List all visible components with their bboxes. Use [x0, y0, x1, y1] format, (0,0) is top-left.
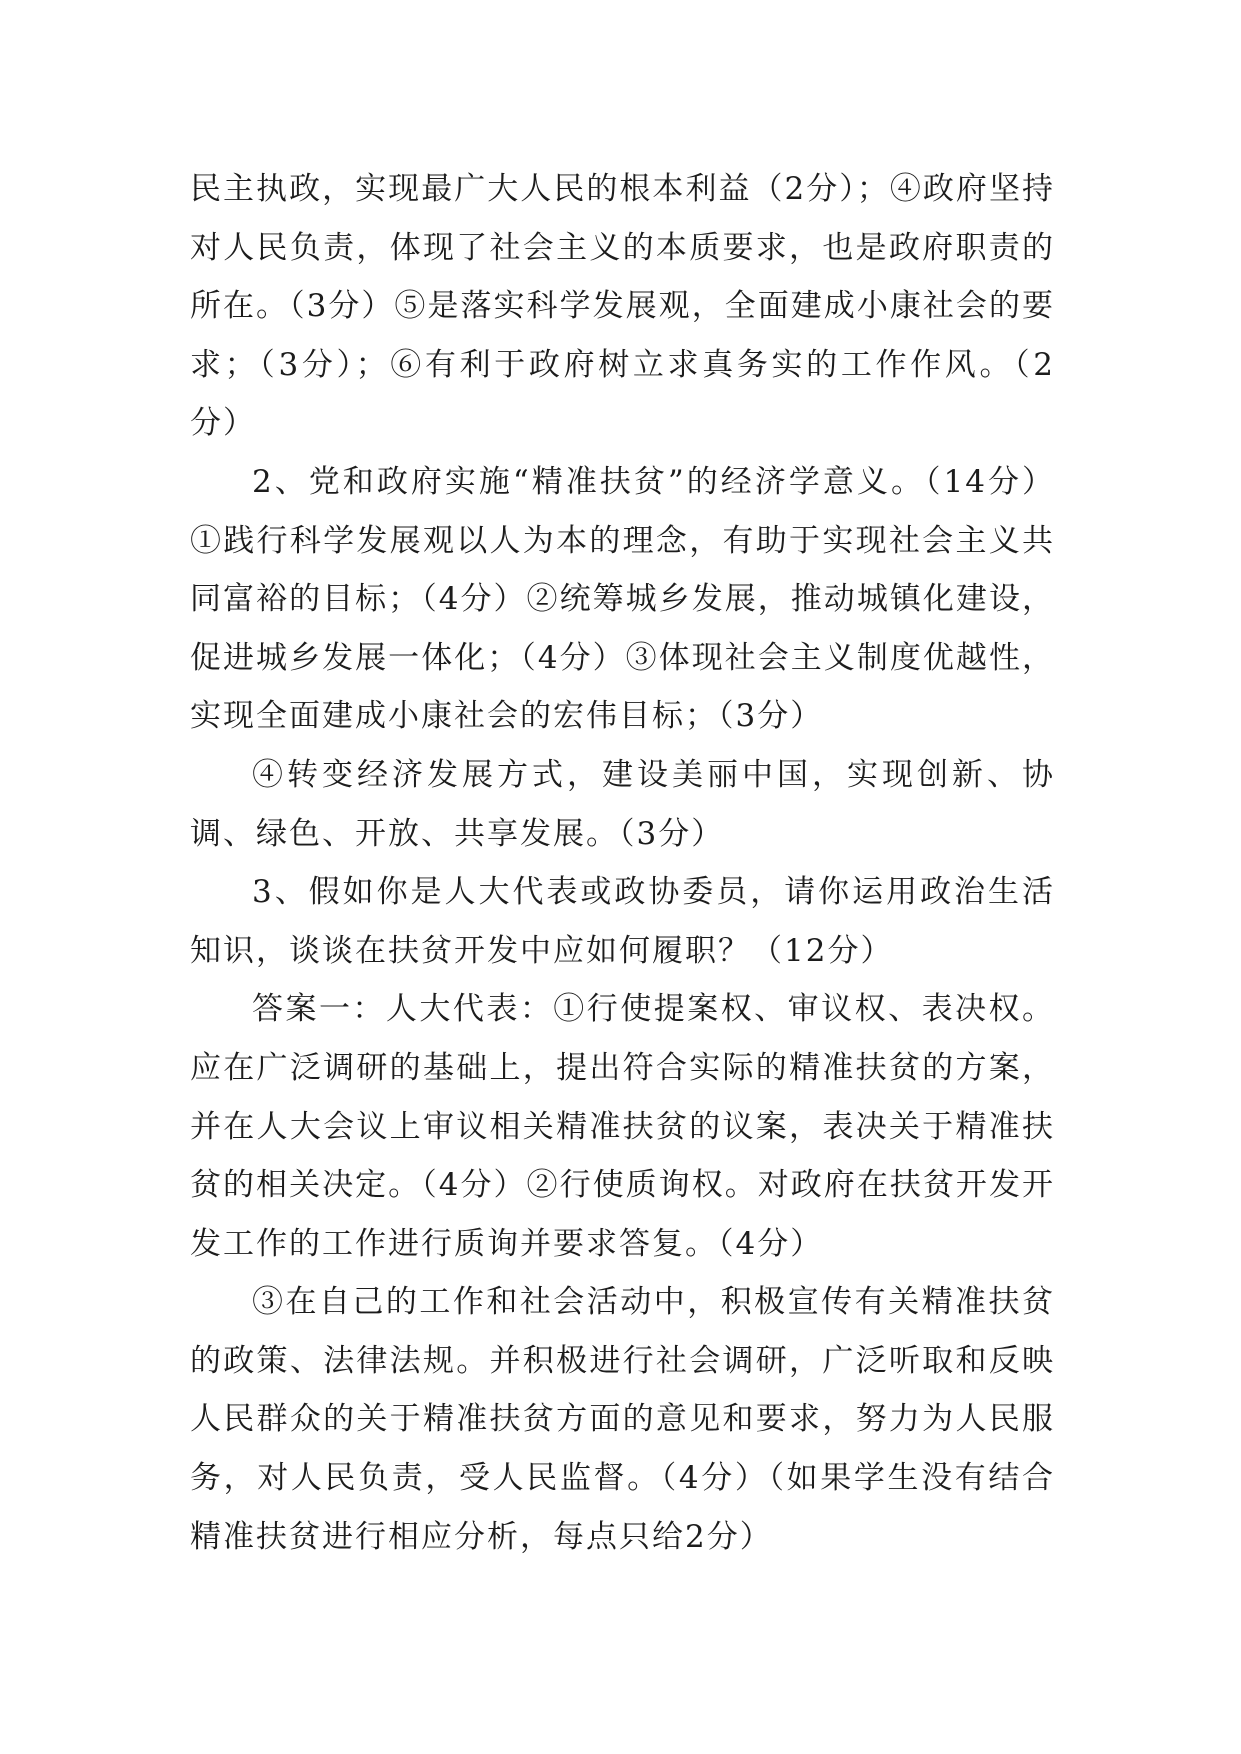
paragraph-6: ③在自己的工作和社会活动中，积极宣传有关精准扶贫的政策、法律法规。并积极进行社会调研，广泛听取和反映人民群众的关于精准扶贫方面的意见和要求，努力为人民服务，对人民负责，受人民监督。（4分）（如果学生没有结合精准扶贫进行相应分析，每点只给2分） [190, 1284, 1055, 1555]
paragraph-3: ④转变经济发展方式，建设美丽中国，实现创新、协调、绿色、开放、共享发展。（3分） [190, 756, 1055, 852]
paragraph-1: 民主执政，实现最广大人民的根本利益（2分）；④政府坚持对人民负责，体现了社会主义的本质要求，也是政府职责的所在。（3分）⑤是落实科学发展观，全面建成小康社会的要求；（3分）；⑥有利于政府树立求真务实的工作作风。（2分） [190, 171, 1055, 442]
paragraph-4: 3、假如你是人大代表或政协委员，请你运用政治生活知识，谈谈在扶贫开发中应如何履职？（12分） [190, 874, 1055, 969]
document-body [190, 160, 1055, 1566]
paragraph-2: 2、党和政府实施“精准扶贫”的经济学意义。（14分）①践行科学发展观以人为本的理念，有助于实现社会主义共同富裕的目标；（4分）②统筹城乡发展，推动城镇化建设，促进城乡发展一体化；（4分）③体现社会主义制度优越性，实现全面建成小康社会的宏伟目标；（3分） [190, 463, 1055, 735]
paragraph-5: 答案一：人大代表：①行使提案权、审议权、表决权。应在广泛调研的基础上，提出符合实际的精准扶贫的方案，并在人大会议上审议相关精准扶贫的议案，表决关于精准扶贫的相关决定。（4分）②行使质询权。对政府在扶贫开发开发工作的工作进行质询并要求答复。（4分） [190, 991, 1055, 1262]
